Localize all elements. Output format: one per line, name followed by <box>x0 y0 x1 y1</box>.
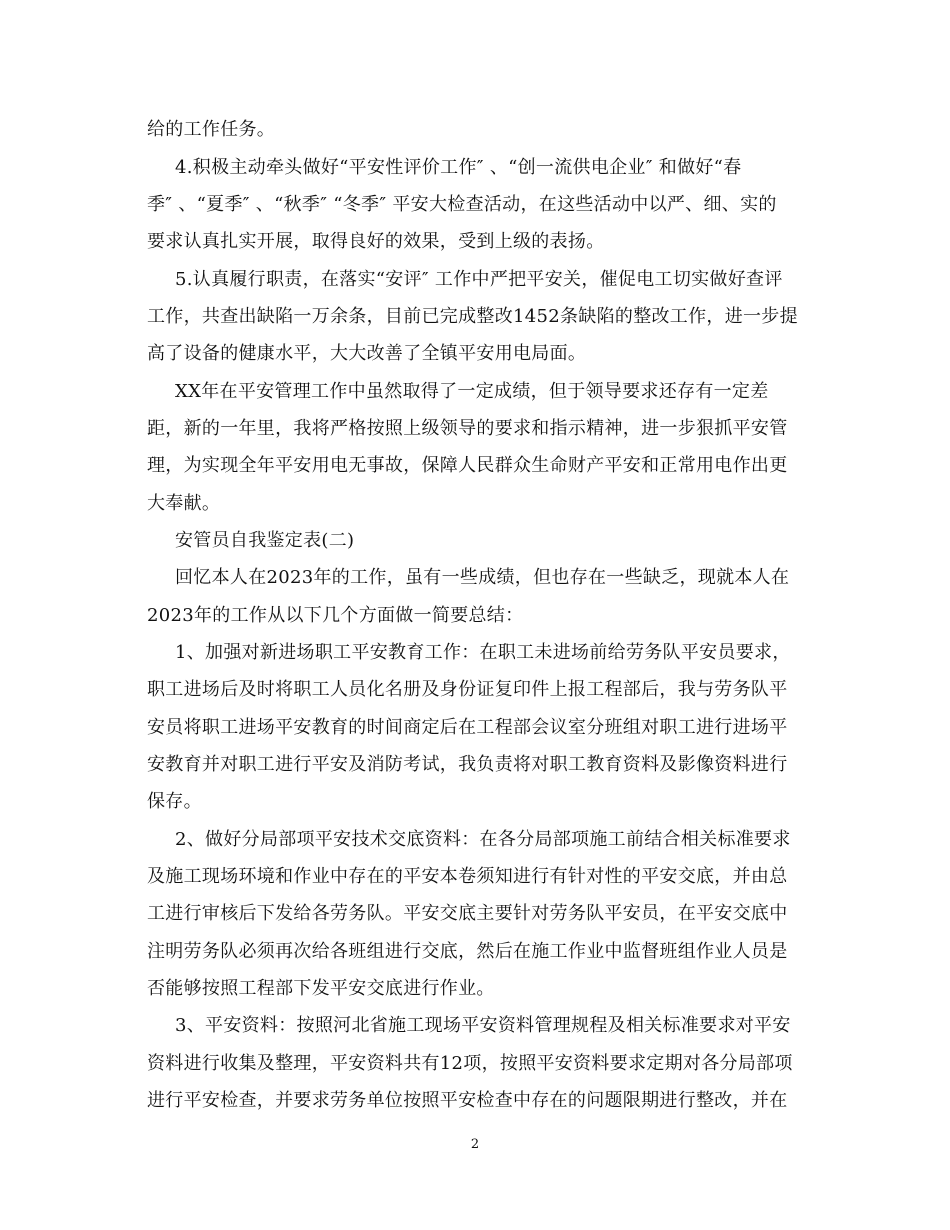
text-line: 资料进行收集及整理，平安资料共有12项，按照平安资料要求定期对各分局部项 <box>147 1053 793 1074</box>
text-line: 要求认真扎实开展，取得良好的效果，受到上级的表扬。 <box>147 231 605 252</box>
text-line: 保存。 <box>147 791 202 812</box>
text-line: 距，新的一年里，我将严格按照上级领导的要求和指示精神，进一步狠抓平安管 <box>147 418 788 439</box>
text-line: 高了设备的健康水平，大大改善了全镇平安用电局面。 <box>147 343 587 364</box>
text-line: 进行平安检查，并要求劳务单位按照平安检查中存在的问题限期进行整改，并在 <box>147 1090 788 1111</box>
text-line: 给的工作任务。 <box>147 119 276 140</box>
text-line: 安教育并对职工进行平安及消防考试，我负责将对职工教育资料及影像资料进行 <box>147 754 788 775</box>
page-number: 2 <box>470 1137 480 1152</box>
text-line: 3、平安资料：按照河北省施工现场平安资料管理规程及相关标准要求对平安 <box>175 1015 791 1036</box>
text-line: 2、做好分局部项平安技术交底资料：在各分局部项施工前结合相关标准要求 <box>175 829 791 850</box>
text-line: 工进行审核后下发给各劳务队。平安交底主要针对劳务队平安员，在平安交底中 <box>147 903 788 924</box>
text-line: 5.认真履行职责，在落实“安评″ 工作中严把平安关，催促电工切实做好查评 <box>175 269 783 290</box>
text-line: 安员将职工进场平安教育的时间商定后在工程部会议室分班组对职工进行进场平 <box>147 717 788 738</box>
text-line: 1、加强对新进场职工平安教育工作：在职工未进场前给劳务队平安员要求， <box>175 642 791 663</box>
text-line: 注明劳务队必须再次给各班组进行交底，然后在施工作业中监督班组作业人员是 <box>147 941 788 962</box>
text-line: XX年在平安管理工作中虽然取得了一定成绩，但于领导要求还存有一定差 <box>175 381 769 402</box>
text-line: 4.积极主动牵头做好“平安性评价工作″ 、“创一流供电企业″ 和做好“春 <box>175 157 742 178</box>
text-line: 理，为实现全年平安用电无事故，保障人民群众生命财产平安和正常用电作出更 <box>147 455 788 476</box>
text-line: 大奉献。 <box>147 493 221 514</box>
text-line: 职工进场后及时将职工人员化名册及身份证复印件上报工程部后，我与劳务队平 <box>147 679 788 700</box>
text-line: 工作，共查出缺陷一万余条，目前已完成整改1452条缺陷的整改工作，进一步提 <box>147 306 798 327</box>
text-line: 回忆本人在2023年的工作，虽有一些成绩，但也存在一些缺乏，现就本人在 <box>175 567 790 588</box>
text-line: 2023年的工作从以下几个方面做一简要总结： <box>147 605 524 626</box>
text-line: 及施工现场环境和作业中存在的平安本卷须知进行有针对性的平安交底，并由总 <box>147 866 788 887</box>
text-line: 季″ 、“夏季″ 、“秋季″ “冬季″ 平安大检查活动，在这些活动中以严、细、实的 <box>147 194 777 215</box>
text-line: 否能够按照工程部下发平安交底进行作业。 <box>147 978 495 999</box>
section-heading: 安管员自我鉴定表(二) <box>175 530 355 551</box>
